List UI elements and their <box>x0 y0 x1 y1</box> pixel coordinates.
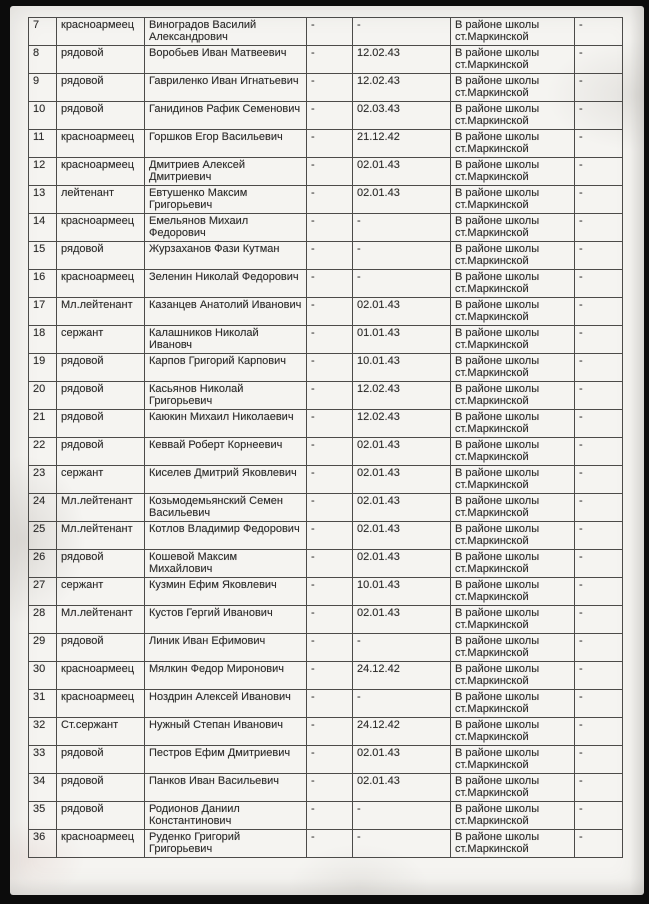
cell-location: В районе школы ст.Маркинской <box>451 606 575 634</box>
table-row <box>29 354 623 382</box>
cell-dash-right: - <box>575 354 623 382</box>
cell-dash-left: - <box>307 354 353 382</box>
cell-date: 12.02.43 <box>353 46 451 74</box>
cell-location: В районе школы ст.Маркинской <box>451 466 575 494</box>
cell-row-number: 19 <box>29 354 57 382</box>
cell-dash-right: - <box>575 438 623 466</box>
cell-full-name: Линик Иван Ефимович <box>145 634 307 662</box>
cell-full-name: Ноздрин Алексей Иванович <box>145 690 307 718</box>
cell-dash-left: - <box>307 690 353 718</box>
cell-date: 10.01.43 <box>353 354 451 382</box>
cell-location: В районе школы ст.Маркинской <box>451 46 575 74</box>
cell-dash-left: - <box>307 130 353 158</box>
cell-row-number: 36 <box>29 830 57 858</box>
cell-row-number: 23 <box>29 466 57 494</box>
cell-dash-right: - <box>575 494 623 522</box>
cell-location: В районе школы ст.Маркинской <box>451 802 575 830</box>
cell-date: 24.12.42 <box>353 718 451 746</box>
cell-date: 01.01.43 <box>353 326 451 354</box>
cell-rank: Мл.лейтенант <box>57 298 145 326</box>
cell-rank: рядовой <box>57 46 145 74</box>
cell-dash-right: - <box>575 802 623 830</box>
table-row <box>29 242 623 270</box>
cell-full-name: Казанцев Анатолий Иванович <box>145 298 307 326</box>
table-row <box>29 214 623 242</box>
cell-full-name: Зеленин Николай Федорович <box>145 270 307 298</box>
table-row <box>29 550 623 578</box>
cell-location: В районе школы ст.Маркинской <box>451 270 575 298</box>
cell-dash-left: - <box>307 46 353 74</box>
cell-location: В районе школы ст.Маркинской <box>451 690 575 718</box>
cell-location: В районе школы ст.Маркинской <box>451 774 575 802</box>
cell-dash-left: - <box>307 326 353 354</box>
cell-location: В районе школы ст.Маркинской <box>451 298 575 326</box>
table-row <box>29 774 623 802</box>
table-row <box>29 438 623 466</box>
cell-dash-left: - <box>307 522 353 550</box>
cell-row-number: 9 <box>29 74 57 102</box>
cell-rank: красноармеец <box>57 690 145 718</box>
cell-date: - <box>353 634 451 662</box>
cell-row-number: 13 <box>29 186 57 214</box>
cell-rank: Ст.сержант <box>57 718 145 746</box>
cell-row-number: 35 <box>29 802 57 830</box>
cell-dash-right: - <box>575 46 623 74</box>
cell-dash-right: - <box>575 326 623 354</box>
cell-dash-right: - <box>575 298 623 326</box>
cell-full-name: Журзаханов Фази Кутман <box>145 242 307 270</box>
cell-dash-right: - <box>575 130 623 158</box>
cell-full-name: Дмитриев Алексей Дмитриевич <box>145 158 307 186</box>
table-row <box>29 410 623 438</box>
cell-full-name: Кошевой Максим Михайлович <box>145 550 307 578</box>
cell-dash-left: - <box>307 774 353 802</box>
cell-row-number: 33 <box>29 746 57 774</box>
cell-row-number: 24 <box>29 494 57 522</box>
cell-dash-right: - <box>575 186 623 214</box>
cell-full-name: Кеввай Роберт Корнеевич <box>145 438 307 466</box>
table-row <box>29 102 623 130</box>
cell-rank: Мл.лейтенант <box>57 494 145 522</box>
cell-date: 02.01.43 <box>353 466 451 494</box>
cell-dash-right: - <box>575 774 623 802</box>
cell-date: 02.01.43 <box>353 158 451 186</box>
cell-rank: красноармеец <box>57 662 145 690</box>
cell-date: - <box>353 214 451 242</box>
table-row <box>29 634 623 662</box>
cell-dash-right: - <box>575 270 623 298</box>
cell-full-name: Каюкин Михаил Николаевич <box>145 410 307 438</box>
cell-location: В районе школы ст.Маркинской <box>451 18 575 46</box>
cell-dash-right: - <box>575 550 623 578</box>
cell-dash-left: - <box>307 18 353 46</box>
cell-location: В районе школы ст.Маркинской <box>451 550 575 578</box>
cell-rank: рядовой <box>57 382 145 410</box>
cell-rank: рядовой <box>57 774 145 802</box>
cell-rank: красноармеец <box>57 18 145 46</box>
cell-row-number: 11 <box>29 130 57 158</box>
cell-row-number: 26 <box>29 550 57 578</box>
cell-date: 02.01.43 <box>353 186 451 214</box>
cell-date: 02.01.43 <box>353 550 451 578</box>
cell-row-number: 15 <box>29 242 57 270</box>
cell-date: 02.01.43 <box>353 522 451 550</box>
cell-full-name: Киселев Дмитрий Яковлевич <box>145 466 307 494</box>
cell-dash-right: - <box>575 382 623 410</box>
cell-row-number: 31 <box>29 690 57 718</box>
cell-row-number: 28 <box>29 606 57 634</box>
cell-location: В районе школы ст.Маркинской <box>451 634 575 662</box>
cell-full-name: Горшков Егор Васильевич <box>145 130 307 158</box>
cell-dash-right: - <box>575 214 623 242</box>
cell-dash-left: - <box>307 270 353 298</box>
cell-location: В районе школы ст.Маркинской <box>451 326 575 354</box>
cell-row-number: 21 <box>29 410 57 438</box>
table-row <box>29 298 623 326</box>
cell-full-name: Котлов Владимир Федорович <box>145 522 307 550</box>
cell-location: В районе школы ст.Маркинской <box>451 74 575 102</box>
cell-date: 02.01.43 <box>353 494 451 522</box>
cell-full-name: Пестров Ефим Дмитриевич <box>145 746 307 774</box>
table-row <box>29 718 623 746</box>
table-row <box>29 74 623 102</box>
cell-date: - <box>353 242 451 270</box>
cell-row-number: 25 <box>29 522 57 550</box>
cell-row-number: 7 <box>29 18 57 46</box>
table-row <box>29 270 623 298</box>
cell-dash-left: - <box>307 298 353 326</box>
cell-dash-left: - <box>307 494 353 522</box>
cell-dash-left: - <box>307 802 353 830</box>
cell-location: В районе школы ст.Маркинской <box>451 382 575 410</box>
table-row <box>29 494 623 522</box>
cell-row-number: 20 <box>29 382 57 410</box>
cell-row-number: 14 <box>29 214 57 242</box>
cell-location: В районе школы ст.Маркинской <box>451 522 575 550</box>
cell-dash-right: - <box>575 578 623 606</box>
cell-full-name: Кузмин Ефим Яковлевич <box>145 578 307 606</box>
cell-full-name: Панков Иван Васильевич <box>145 774 307 802</box>
cell-date: 12.02.43 <box>353 382 451 410</box>
cell-location: В районе школы ст.Маркинской <box>451 410 575 438</box>
cell-date: 02.01.43 <box>353 606 451 634</box>
cell-location: В районе школы ст.Маркинской <box>451 354 575 382</box>
cell-rank: рядовой <box>57 634 145 662</box>
cell-rank: красноармеец <box>57 214 145 242</box>
cell-location: В районе школы ст.Маркинской <box>451 494 575 522</box>
table-row <box>29 662 623 690</box>
cell-location: В районе школы ст.Маркинской <box>451 718 575 746</box>
cell-location: В районе школы ст.Маркинской <box>451 438 575 466</box>
cell-date: - <box>353 18 451 46</box>
cell-dash-left: - <box>307 718 353 746</box>
cell-full-name: Евтушенко Максим Григорьевич <box>145 186 307 214</box>
cell-date: 10.01.43 <box>353 578 451 606</box>
cell-rank: рядовой <box>57 438 145 466</box>
cell-row-number: 30 <box>29 662 57 690</box>
cell-rank: Мл.лейтенант <box>57 522 145 550</box>
cell-row-number: 12 <box>29 158 57 186</box>
cell-full-name: Гавриленко Иван Игнатьевич <box>145 74 307 102</box>
cell-date: - <box>353 690 451 718</box>
table-row <box>29 158 623 186</box>
table-row <box>29 606 623 634</box>
cell-dash-right: - <box>575 242 623 270</box>
cell-rank: рядовой <box>57 410 145 438</box>
casualty-table <box>28 17 623 858</box>
cell-dash-right: - <box>575 606 623 634</box>
cell-dash-left: - <box>307 746 353 774</box>
cell-location: В районе школы ст.Маркинской <box>451 102 575 130</box>
cell-dash-right: - <box>575 102 623 130</box>
cell-row-number: 8 <box>29 46 57 74</box>
cell-dash-right: - <box>575 662 623 690</box>
cell-full-name: Кустов Гергий Иванович <box>145 606 307 634</box>
cell-rank: лейтенант <box>57 186 145 214</box>
cell-location: В районе школы ст.Маркинской <box>451 214 575 242</box>
cell-dash-right: - <box>575 690 623 718</box>
cell-dash-left: - <box>307 550 353 578</box>
table-row <box>29 46 623 74</box>
cell-full-name: Мялкин Федор Миронович <box>145 662 307 690</box>
cell-full-name: Нужный Степан Иванович <box>145 718 307 746</box>
table-row <box>29 130 623 158</box>
cell-rank: красноармеец <box>57 158 145 186</box>
cell-row-number: 17 <box>29 298 57 326</box>
cell-rank: рядовой <box>57 102 145 130</box>
cell-dash-right: - <box>575 466 623 494</box>
cell-rank: сержант <box>57 466 145 494</box>
cell-rank: сержант <box>57 578 145 606</box>
cell-location: В районе школы ст.Маркинской <box>451 578 575 606</box>
cell-rank: рядовой <box>57 746 145 774</box>
cell-full-name: Ганидинов Рафик Семенович <box>145 102 307 130</box>
cell-date: - <box>353 270 451 298</box>
cell-location: В районе школы ст.Маркинской <box>451 130 575 158</box>
cell-rank: рядовой <box>57 354 145 382</box>
cell-dash-right: - <box>575 718 623 746</box>
cell-date: 02.01.43 <box>353 746 451 774</box>
cell-dash-right: - <box>575 746 623 774</box>
table-row <box>29 382 623 410</box>
cell-dash-left: - <box>307 578 353 606</box>
cell-row-number: 32 <box>29 718 57 746</box>
cell-location: В районе школы ст.Маркинской <box>451 662 575 690</box>
cell-dash-left: - <box>307 186 353 214</box>
cell-rank: сержант <box>57 326 145 354</box>
cell-dash-right: - <box>575 522 623 550</box>
cell-date: 21.12.42 <box>353 130 451 158</box>
cell-rank: красноармеец <box>57 270 145 298</box>
cell-location: В районе школы ст.Маркинской <box>451 158 575 186</box>
cell-date: 02.01.43 <box>353 438 451 466</box>
cell-full-name: Емельянов Михаил Федорович <box>145 214 307 242</box>
cell-dash-left: - <box>307 214 353 242</box>
cell-date: 24.12.42 <box>353 662 451 690</box>
cell-rank: рядовой <box>57 74 145 102</box>
cell-dash-right: - <box>575 158 623 186</box>
table-body <box>29 18 623 858</box>
cell-full-name: Касьянов Николай Григорьевич <box>145 382 307 410</box>
table-row <box>29 18 623 46</box>
cell-row-number: 29 <box>29 634 57 662</box>
cell-dash-left: - <box>307 466 353 494</box>
cell-location: В районе школы ст.Маркинской <box>451 830 575 858</box>
table-row <box>29 578 623 606</box>
cell-location: В районе школы ст.Маркинской <box>451 242 575 270</box>
cell-row-number: 34 <box>29 774 57 802</box>
cell-full-name: Карпов Григорий Карпович <box>145 354 307 382</box>
cell-dash-right: - <box>575 830 623 858</box>
cell-dash-right: - <box>575 74 623 102</box>
cell-full-name: Виноградов Василий Александрович <box>145 18 307 46</box>
cell-full-name: Руденко Григорий Григорьевич <box>145 830 307 858</box>
cell-rank: рядовой <box>57 802 145 830</box>
table-row <box>29 522 623 550</box>
cell-full-name: Воробьев Иван Матвеевич <box>145 46 307 74</box>
table-row <box>29 802 623 830</box>
cell-dash-left: - <box>307 242 353 270</box>
table-row <box>29 326 623 354</box>
cell-dash-left: - <box>307 606 353 634</box>
cell-rank: рядовой <box>57 242 145 270</box>
cell-full-name: Козьмодемьянский Семен Васильевич <box>145 494 307 522</box>
cell-dash-left: - <box>307 830 353 858</box>
cell-full-name: Родионов Даниил Константинович <box>145 802 307 830</box>
cell-date: 12.02.43 <box>353 74 451 102</box>
cell-dash-right: - <box>575 410 623 438</box>
document-page <box>10 6 644 895</box>
cell-dash-left: - <box>307 438 353 466</box>
cell-dash-right: - <box>575 634 623 662</box>
cell-date: - <box>353 830 451 858</box>
table-row <box>29 466 623 494</box>
cell-rank: рядовой <box>57 550 145 578</box>
cell-row-number: 27 <box>29 578 57 606</box>
cell-rank: красноармеец <box>57 130 145 158</box>
table-row <box>29 830 623 858</box>
cell-row-number: 22 <box>29 438 57 466</box>
cell-date: 02.01.43 <box>353 298 451 326</box>
cell-dash-left: - <box>307 102 353 130</box>
cell-rank: Мл.лейтенант <box>57 606 145 634</box>
cell-row-number: 16 <box>29 270 57 298</box>
table-row <box>29 186 623 214</box>
cell-date: 02.03.43 <box>353 102 451 130</box>
cell-dash-left: - <box>307 382 353 410</box>
cell-location: В районе школы ст.Маркинской <box>451 746 575 774</box>
cell-dash-right: - <box>575 18 623 46</box>
cell-date: 12.02.43 <box>353 410 451 438</box>
cell-date: - <box>353 802 451 830</box>
cell-full-name: Калашников Николай Ивановч <box>145 326 307 354</box>
table-row <box>29 746 623 774</box>
cell-dash-left: - <box>307 410 353 438</box>
cell-date: 02.01.43 <box>353 774 451 802</box>
cell-rank: красноармеец <box>57 830 145 858</box>
cell-row-number: 18 <box>29 326 57 354</box>
cell-dash-left: - <box>307 634 353 662</box>
cell-dash-left: - <box>307 662 353 690</box>
cell-dash-left: - <box>307 158 353 186</box>
cell-location: В районе школы ст.Маркинской <box>451 186 575 214</box>
cell-row-number: 10 <box>29 102 57 130</box>
cell-dash-left: - <box>307 74 353 102</box>
table-row <box>29 690 623 718</box>
